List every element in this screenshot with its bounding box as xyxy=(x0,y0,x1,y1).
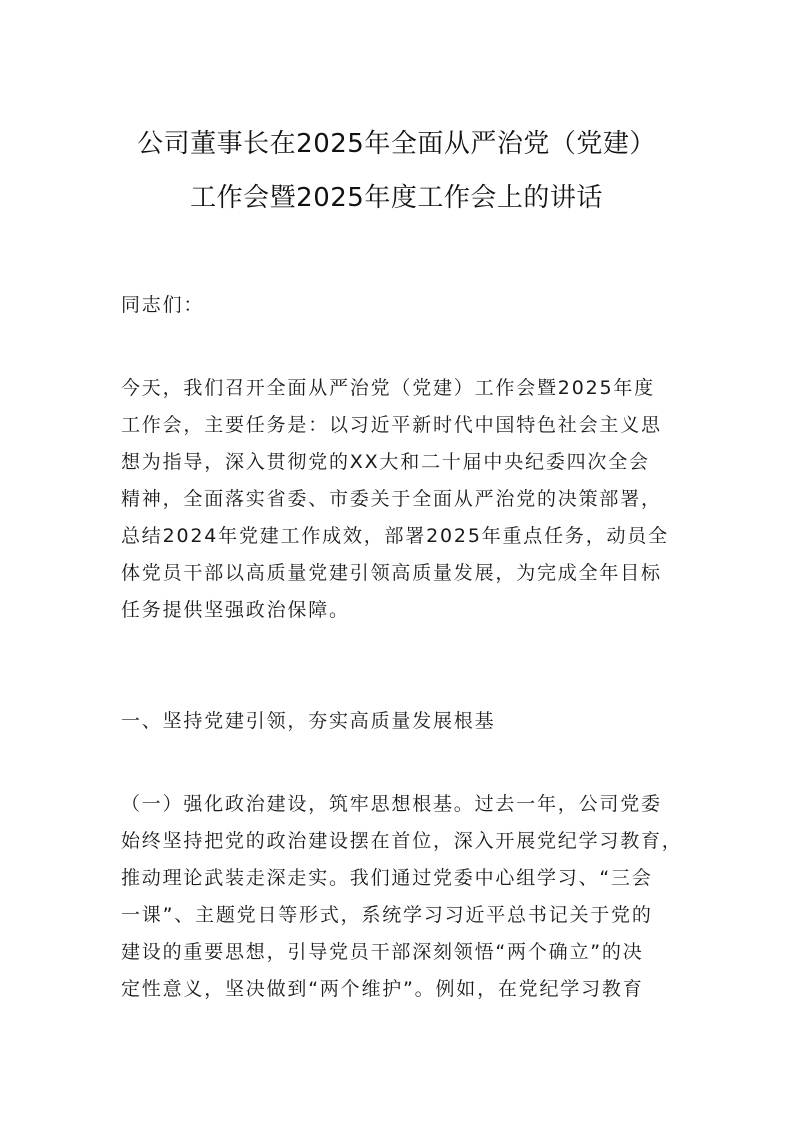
intro-paragraph-line: 体党员干部以高质量党建引领高质量发展，为完成全年目标 xyxy=(121,562,662,584)
subsection-paragraph-line: （一）强化政治建设，筑牢思想根基。过去一年，公司党委 xyxy=(121,793,662,815)
intro-paragraph-line: 精神，全面落实省委、市委关于全面从严治党的决策部署， xyxy=(121,488,662,510)
subsection-paragraph-line: 建设的重要思想，引导党员干部深刻领悟“两个确立”的决 xyxy=(121,941,644,963)
section-heading: 一、坚持党建引领，夯实高质量发展根基 xyxy=(121,710,496,732)
subsection-paragraph-line: 始终坚持把党的政治建设摆在首位，深入开展党纪学习教育， xyxy=(121,830,683,852)
document-title-line-2: 工作会暨2025年度工作会上的讲话 xyxy=(190,183,603,213)
salutation: 同志们： xyxy=(121,294,205,316)
subsection-paragraph-line: 定性意义，坚决做到“两个维护”。例如，在党纪学习教育 xyxy=(121,978,644,1000)
intro-paragraph-line: 工作会，主要任务是：以习近平新时代中国特色社会主义思 xyxy=(121,414,662,436)
intro-paragraph-line: 今天，我们召开全面从严治党（党建）工作会暨2025年度 xyxy=(121,377,655,399)
document-title-line-1: 公司董事长在2025年全面从严治党（党建） xyxy=(137,129,656,159)
intro-paragraph-line: 想为指导，深入贯彻党的XX大和二十届中央纪委四次全会 xyxy=(121,451,650,473)
intro-paragraph-line: 任务提供坚强政治保障。 xyxy=(121,599,350,621)
intro-paragraph-line: 总结2024年党建工作成效，部署2025年重点任务，动员全 xyxy=(121,525,669,547)
subsection-paragraph-line: 推动理论武装走深走实。我们通过党委中心组学习、“三会 xyxy=(121,867,653,889)
subsection-paragraph-line: 一课”、主题党日等形式，系统学习习近平总书记关于党的 xyxy=(121,904,653,926)
